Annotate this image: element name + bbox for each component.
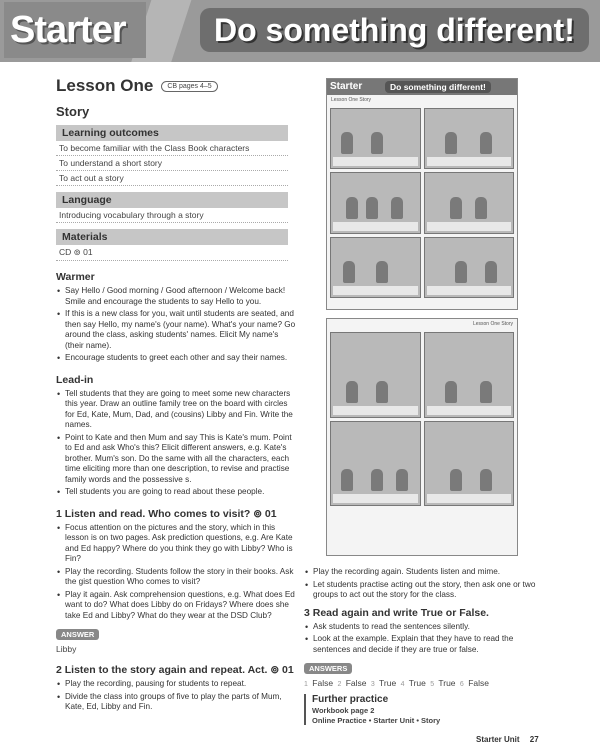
comic-panels [327,105,517,301]
outcome-item: To become familiar with the Class Book characters [56,141,288,156]
section2-item: • Play the recording, pausing for students to repeat. [56,679,296,690]
further-title: Further practice [312,694,389,705]
comic-panel [330,421,421,507]
leadin-item: • Tell students you are going to read about these people. [56,487,296,498]
story-title: Story [56,104,90,119]
comic-panel [330,108,421,169]
comic-panel [424,421,515,507]
answer-number: 2 [337,681,342,688]
outcome-item: To understand a short story [56,156,288,171]
section3-item: • Look at the example. Explain that they have to read the sentences and decide if they are true or false. [304,634,544,655]
page-footer [476,735,539,744]
right-column [304,564,544,725]
classbook-page-thumbnail-2 [326,318,518,556]
header-starter: Starter [4,2,146,58]
answer-number: 6 [459,681,464,688]
right-item: • Let students practise acting out the story, then ask one or two groups to act out the story for the class. [304,580,544,601]
classbook-page-thumbnail-1 [326,78,518,310]
answer-label: ANSWER [56,629,99,640]
comic-panel [424,237,515,298]
section3-item: • Ask students to read the sentences silently. [304,622,544,633]
answer-text: Libby [56,644,77,654]
leadin-heading: Lead-in [56,373,94,386]
warmer-heading: Warmer [56,271,95,283]
leadin-list [56,389,296,498]
answer-number: 5 [430,681,435,688]
language-item: Introducing vocabulary through a story [56,208,288,223]
materials-heading: Materials [56,229,288,245]
footer-page-number: 27 [529,735,539,744]
outcome-item: To act out a story [56,171,288,186]
section1-item: • Play it again. Ask comprehension questions, e.g. What does Ed want to do? What does Libby do on Fridays? Where does she take Ed and Libby? What do they wear at the DSD Club? [56,590,296,622]
leadin-item: • Tell students that they are going to meet some new characters this year. Draw an outline family tree on the board with circles for Ed, Kate, Mum, Dad, and (cousins) Libby and Fin. Write the names. [56,389,296,431]
answer-value: False [468,678,489,688]
warmer-item: • Encourage students to greet each other and say their names. [56,353,296,364]
thumb-title: Do something different! [385,81,491,93]
cb-pages-pill: CB pages 4–5 [161,81,217,92]
section1-item: • Play the recording. Students follow the story in their books. Ask the gist question Who comes to visit? [56,567,296,588]
warmer-item: • Say Hello / Good morning / Good afternoon / Welcome back! Smile and encourage the students to say Hello to you. [56,286,296,307]
comic-panel [424,108,515,169]
language-heading: Language [56,192,288,208]
answers-row [304,678,544,688]
warmer-item: • If this is a new class for you, wait until students are seated, and then say Hello, my name's (your name). What's your name? Go around the class, asking students' names. Elicit My name's (their name). [56,309,296,351]
left-column [56,72,296,715]
comic-panel [424,332,515,418]
thumb-starter: Starter [330,81,363,92]
thumb-header [327,79,517,95]
further-workbook: Workbook page 2 [312,706,375,715]
answer-value: True [408,678,426,688]
right-item: • Play the recording again. Students listen and mime. [304,567,544,578]
further-online: Online Practice • Starter Unit • Story [312,716,441,725]
section3-heading: 3 Read again and write True or False. [304,606,489,619]
comic-panel [424,172,515,233]
warmer-list [56,286,296,364]
section1-list [56,523,296,622]
language-box [56,192,288,223]
lesson-line [56,76,296,96]
section2-heading: 2 Listen to the story again and repeat. Act. ⊚ 01 [56,664,294,676]
footer-unit: Starter Unit [476,735,520,744]
right-list [304,567,544,601]
materials-box [56,229,288,261]
answers-label: ANSWERS [304,663,352,674]
answer-number: 1 [304,681,308,688]
materials-item: CD ⊚ 01 [56,245,288,261]
answer-value: False [312,678,334,688]
page-header [0,0,600,62]
comic-panels-2 [327,329,517,509]
answer-value: True [379,678,397,688]
further-practice [304,694,544,725]
outcomes-heading: Learning outcomes [56,125,288,141]
comic-panel [330,172,421,233]
thumb-subtitle-2: Lesson One Story [472,321,513,327]
answer-number: 3 [370,681,375,688]
section1-item: • Focus attention on the pictures and the story, which in this lesson is on two pages. Ask prediction questions, e.g. Are Kate and Ed happy? Where do you think they go with Libby? Who is Fin? [56,523,296,565]
thumb-subtitle: Lesson One Story [331,97,372,103]
section2-item: • Divide the class into groups of five to play the parts of Mum, Kate, Ed, Libby and Fin. [56,692,296,713]
answer-number: 4 [400,681,405,688]
section2-list [56,679,296,713]
section1-heading: 1 Listen and read. Who comes to visit? ⊚ 01 [56,507,277,520]
comic-panel [330,332,421,418]
outcomes-box [56,125,288,186]
comic-panel [330,237,421,298]
header-title: Do something different! [200,8,589,52]
section3-list [304,622,544,656]
leadin-item: • Point to Kate and then Mum and say This is Kate's mum. Point to Ed and ask Who's this? Elicit different answers, e.g. Kate's brother. Mum's son. Do the same with all the characters, each time eliciting more than one description, to revise and practise family words and the possessive s. [56,433,296,486]
answer-value: True [438,678,456,688]
answer-value: False [345,678,367,688]
lesson-title: Lesson One [56,76,154,95]
